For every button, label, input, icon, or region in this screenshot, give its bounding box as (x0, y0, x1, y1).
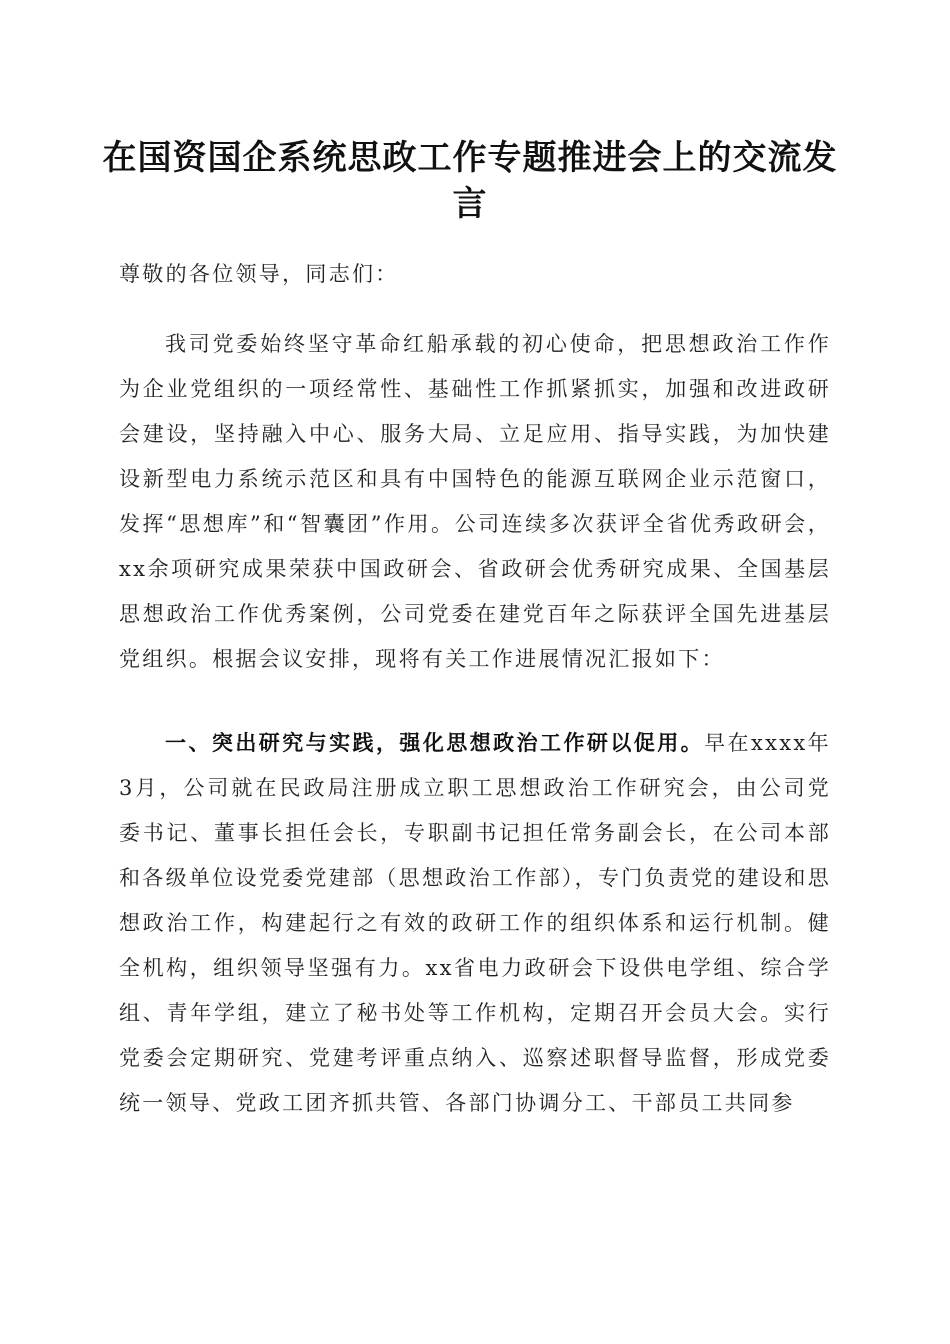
paragraph-intro: 我司党委始终坚守革命红船承载的初心使命，把思想政治工作作为企业党组织的一项经常性、基础性工作抓紧抓实，加强和改进政研会建设，坚持融入中心、服务大局、立足应用、指导实践，为加快建设新型电力系统示范区和具有中国特色的能源互联网企业示范窗口，发挥“思想库”和“智囊团”作用。公司连续多次获评全省优秀政研会，xx余项研究成果荣获中国政研会、省政研会优秀研究成果、全国基层思想政治工作优秀案例，公司党委在建党百年之际获评全国先进基层党组织。根据会议安排，现将有关工作进展情况汇报如下： (119, 332, 831, 671)
document-title: 在国资国企系统思政工作专题推进会上的交流发言 (102, 138, 838, 224)
salutation: 尊敬的各位领导，同志们： (119, 262, 399, 286)
section-1-body: 早在xxxx年3月，公司就在民政局注册成立职工思想政治工作研究会，由公司党委书记、董事长担任会长，专职副书记担任常务副会长，在公司本部和各级单位设党委党建部（思想政治工作部），专门负责党的建设和思想政治工作，构建起行之有效的政研工作的组织体系和运行机制。健全机构，组织领导坚强有力。xx省电力政研会下设供电学组、综合学组、青年学组，建立了秘书处等工作机构，定期召开会员大会。实行党委会定期研究、党建考评重点纳入、巡察述职督导监督，形成党委统一领导、党政工团齐抓共管、各部门协调分工、干部员工共同参 (119, 731, 831, 1115)
paragraph-section-1 (119, 720, 831, 1126)
section-1-heading: 一、突出研究与实践，强化思想政治工作研以促用。 (165, 730, 705, 755)
